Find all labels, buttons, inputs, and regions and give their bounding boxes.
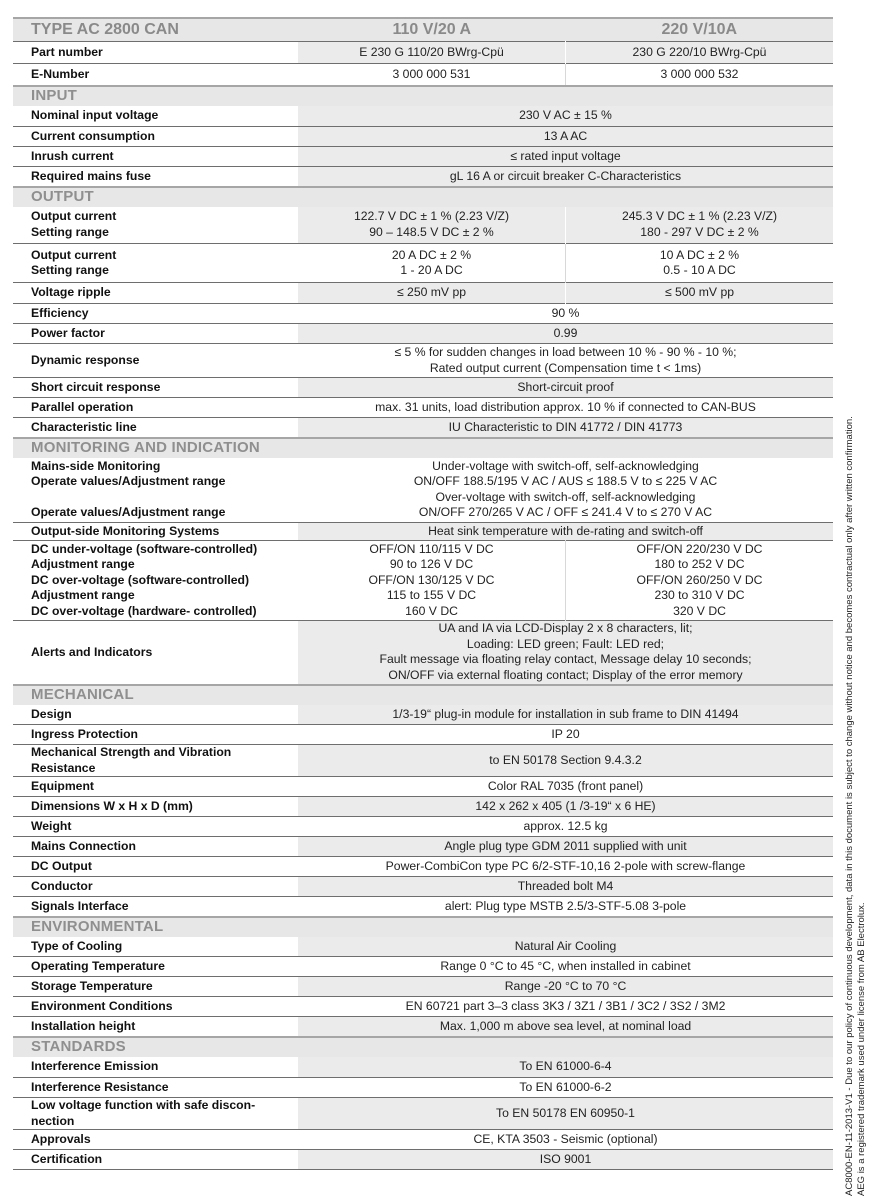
spec-row <box>13 1078 833 1098</box>
spec-row <box>13 244 833 283</box>
spec-value <box>298 877 833 897</box>
spec-value <box>298 897 833 917</box>
spec-value-line: gL 16 A or circuit breaker C-Characteristics <box>449 168 682 183</box>
spec-value <box>298 304 833 324</box>
spec-label <box>13 777 298 797</box>
spec-label-line: Mechanical Strength and Vibration <box>31 745 232 759</box>
spec-label-line: Characteristic line <box>31 419 137 434</box>
spec-value-110v-line: 115 to 155 V DC <box>386 588 477 603</box>
spec-row <box>13 1017 833 1037</box>
spec-label <box>13 877 298 897</box>
spec-label <box>13 304 298 324</box>
spec-row <box>13 877 833 897</box>
spec-row <box>13 777 833 797</box>
spec-value <box>298 106 833 127</box>
spec-value-line: 1/3-19“ plug-in module for installation in sub frame to DIN 41494 <box>392 706 739 721</box>
spec-label <box>13 897 298 917</box>
spec-label-line: Power factor <box>31 325 105 340</box>
spec-label <box>13 324 298 344</box>
spec-value-line: ON/OFF 188.5/195 V AC / AUS ≤ 188.5 V to ≤ 225 V AC <box>413 474 718 489</box>
spec-label-line: Resistance <box>31 760 96 775</box>
spec-row <box>13 937 833 957</box>
spec-value <box>298 1057 833 1078</box>
spec-value-line: Threaded bolt M4 <box>517 878 614 893</box>
spec-value-line: 0.99 <box>553 325 578 340</box>
spec-label <box>13 1098 298 1130</box>
spec-value <box>298 837 833 857</box>
spec-row <box>13 957 833 977</box>
spec-label <box>13 523 298 541</box>
spec-value-220v <box>566 541 834 621</box>
spec-sheet <box>13 17 833 1170</box>
spec-label <box>13 725 298 745</box>
spec-value-220v <box>566 244 834 283</box>
spec-value-line: ON/OFF via external floating contact; Display of the error memory <box>388 667 743 682</box>
spec-value-220v-line: OFF/ON 260/250 V DC <box>636 572 763 587</box>
spec-label <box>13 817 298 837</box>
spec-row <box>13 458 833 523</box>
spec-value <box>298 127 833 147</box>
spec-label <box>13 1017 298 1037</box>
product-type-title: TYPE AC 2800 CAN <box>13 18 298 42</box>
spec-label-line: DC under-voltage (software-controlled) <box>31 541 258 556</box>
spec-value-110v <box>298 283 566 304</box>
spec-label <box>13 1057 298 1078</box>
spec-value-line: alert: Plug type MSTB 2.5/3-STF-5.08 3-pole <box>444 898 687 913</box>
spec-label-line: Interference Resistance <box>31 1079 169 1094</box>
spec-value-line: to EN 50178 Section 9.4.3.2 <box>489 752 642 767</box>
spec-value <box>298 977 833 997</box>
spec-label-line: Low voltage function with safe discon- <box>31 1098 256 1112</box>
spec-row <box>13 324 833 344</box>
spec-value-line: Angle plug type GDM 2011 supplied with unit <box>444 838 687 853</box>
spec-row <box>13 344 833 378</box>
spec-label-line: Output-side Monitoring Systems <box>31 523 220 538</box>
spec-label-line: Dimensions W x H x D (mm) <box>31 798 193 813</box>
spec-value <box>298 777 833 797</box>
spec-label-line: DC over-voltage (software-controlled) <box>31 572 250 587</box>
spec-value-110v-line: 90 to 126 V DC <box>389 557 474 572</box>
spec-value <box>298 725 833 745</box>
spec-row <box>13 897 833 917</box>
spec-label <box>13 997 298 1017</box>
spec-label-line: Operating Temperature <box>31 958 165 973</box>
spec-value-110v-line: 20 A DC ± 2 % <box>391 247 472 262</box>
spec-label-line: Dynamic response <box>31 352 140 367</box>
spec-label-line: Efficiency <box>31 305 89 320</box>
section-title: INPUT <box>13 86 833 106</box>
spec-value-110v-line: 90 – 148.5 V DC ± 2 % <box>369 224 494 239</box>
spec-value-110v-line: OFF/ON 110/115 V DC <box>369 541 494 556</box>
section-title: OUTPUT <box>13 187 833 207</box>
spec-label-line: E-Number <box>31 66 90 81</box>
spec-label <box>13 1078 298 1098</box>
spec-value-line: Color RAL 7035 (front panel) <box>487 778 644 793</box>
spec-value-110v-line: 160 V DC <box>405 603 458 618</box>
spec-label-line <box>31 490 298 506</box>
spec-value <box>298 398 833 418</box>
spec-value-220v-line: 320 V DC <box>673 603 726 618</box>
spec-label-line: nection <box>31 1113 75 1128</box>
spec-label <box>13 857 298 877</box>
spec-value-line: EN 60721 part 3–3 class 3K3 / 3Z1 / 3B1 / 3C2 / 3S2 / 3M2 <box>405 998 726 1013</box>
spec-value <box>298 378 833 398</box>
spec-value-line: Loading: LED green; Fault: LED red; <box>466 636 665 651</box>
spec-label <box>13 977 298 997</box>
spec-label-line: Approvals <box>31 1131 91 1146</box>
spec-row <box>13 745 833 777</box>
spec-value-220v-line: ≤ 500 mV pp <box>664 285 735 300</box>
spec-value-110v <box>298 541 566 621</box>
spec-value-line: max. 31 units, load distribution approx. 10 % if connected to CAN-BUS <box>375 399 756 414</box>
spec-label-line: Conductor <box>31 878 93 893</box>
spec-value-line: 13 A AC <box>543 128 588 143</box>
spec-row <box>13 42 833 64</box>
spec-value <box>298 857 833 877</box>
section-header-row <box>13 685 833 705</box>
spec-value <box>298 817 833 837</box>
spec-label-line: Required mains fuse <box>31 168 151 183</box>
spec-value-line: Under-voltage with switch-off, self-acknowledging <box>432 458 699 473</box>
spec-value-220v-line: 180 - 297 V DC ± 2 % <box>640 224 759 239</box>
spec-label-line: Adjustment range <box>31 557 135 572</box>
spec-row <box>13 541 833 621</box>
spec-label-line: Installation height <box>31 1018 136 1033</box>
spec-value-line: Natural Air Cooling <box>514 938 617 953</box>
spec-label-line: Operate values/Adjustment range <box>31 505 226 520</box>
spec-value <box>298 167 833 187</box>
spec-row <box>13 398 833 418</box>
spec-label <box>13 344 298 378</box>
spec-label <box>13 42 298 64</box>
spec-value <box>298 957 833 977</box>
spec-row <box>13 621 833 685</box>
spec-row <box>13 705 833 725</box>
spec-value <box>298 705 833 725</box>
spec-value-110v-line: 1 - 20 A DC <box>400 263 463 277</box>
spec-row <box>13 817 833 837</box>
legal-footnote <box>844 356 868 1196</box>
spec-row <box>13 977 833 997</box>
spec-value <box>298 147 833 167</box>
spec-label-line: Equipment <box>31 778 94 793</box>
spec-value-220v-line: 10 A DC ± 2 % <box>659 247 740 262</box>
spec-label-line: Adjustment range <box>31 588 135 603</box>
spec-value-line: Over-voltage with switch-off, self-acknowledging <box>435 489 696 504</box>
spec-row <box>13 797 833 817</box>
spec-row <box>13 207 833 244</box>
section-header-row <box>13 438 833 458</box>
spec-value-220v-line: 230 G 220/10 BWrg-Cpü <box>632 44 767 59</box>
spec-value-line: Power-CombiCon type PC 6/2-STF-10,16 2-pole with screw-flange <box>385 858 746 873</box>
spec-value <box>298 797 833 817</box>
spec-label <box>13 937 298 957</box>
spec-label <box>13 541 298 621</box>
table-header-row <box>13 18 833 42</box>
spec-label <box>13 106 298 127</box>
spec-value-line: 230 V AC ± 15 % <box>519 108 612 122</box>
spec-value-220v-line: 3 000 000 532 <box>660 66 739 81</box>
spec-label-line: Nominal input voltage <box>31 108 159 122</box>
spec-value-line: To EN 61000-6-2 <box>519 1079 612 1094</box>
spec-value <box>298 745 833 777</box>
section-title: MECHANICAL <box>13 685 833 705</box>
spec-value-110v-line: OFF/ON 130/125 V DC <box>368 572 495 587</box>
spec-label-line: Environment Conditions <box>31 998 173 1013</box>
spec-label-line: Certification <box>31 1151 103 1166</box>
spec-row <box>13 418 833 438</box>
spec-value-line: Heat sink temperature with de-rating and switch-off <box>428 523 703 538</box>
spec-label <box>13 957 298 977</box>
spec-label <box>13 244 298 283</box>
spec-value-line: Range -20 °C to 70 °C <box>504 978 627 993</box>
spec-label-line: Ingress Protection <box>31 726 139 741</box>
spec-label <box>13 621 298 685</box>
spec-value-220v-line: OFF/ON 220/230 V DC <box>636 541 763 556</box>
spec-row <box>13 997 833 1017</box>
spec-value-110v <box>298 207 566 244</box>
spec-label <box>13 1130 298 1150</box>
spec-value-line: Rated output current (Compensation time t < 1ms) <box>429 360 702 375</box>
trademark-note-line: AEG is a registered trademark used under license from AB Electrolux. <box>856 902 867 1196</box>
spec-label-line: DC over-voltage (hardware- controlled) <box>31 603 257 618</box>
spec-label-line: Setting range <box>31 224 109 239</box>
spec-value <box>298 1130 833 1150</box>
spec-row <box>13 378 833 398</box>
spec-label-line: Part number <box>31 44 103 59</box>
spec-value-line: ON/OFF 270/265 V AC / OFF ≤ 241.4 V to ≤ 270 V AC <box>418 505 713 520</box>
spec-value <box>298 418 833 438</box>
spec-label-line: Parallel operation <box>31 399 134 414</box>
spec-value-line: ISO 9001 <box>539 1151 592 1166</box>
spec-row <box>13 837 833 857</box>
section-header-row <box>13 917 833 937</box>
spec-value-line: 90 % <box>551 305 580 320</box>
variant-110v-header: 110 V/20 A <box>298 18 566 42</box>
section-title: MONITORING AND INDICATION <box>13 438 833 458</box>
spec-label <box>13 797 298 817</box>
spec-label <box>13 147 298 167</box>
spec-label-line: Mains-side Monitoring <box>31 458 161 473</box>
spec-label-line: Operate values/Adjustment range <box>31 474 226 489</box>
spec-label-line: Short circuit response <box>31 379 161 394</box>
spec-label <box>13 167 298 187</box>
spec-value-line: ≤ rated input voltage <box>510 148 621 163</box>
spec-value-line: Range 0 °C to 45 °C, when installed in cabinet <box>440 958 691 973</box>
spec-label-line: Output current <box>31 209 117 224</box>
spec-label-line: Signals Interface <box>31 898 129 913</box>
spec-value-line: IP 20 <box>551 726 580 741</box>
spec-row <box>13 1150 833 1170</box>
spec-value-110v-line: 3 000 000 531 <box>392 66 471 81</box>
spec-value-220v <box>566 42 834 64</box>
spec-value-220v-line: 245.3 V DC ± 1 % (2.23 V/Z) <box>621 209 778 224</box>
spec-value <box>298 1150 833 1170</box>
spec-value-line: CE, KTA 3503 - Seismic (optional) <box>473 1131 658 1146</box>
spec-label-line: Design <box>31 706 72 721</box>
spec-row <box>13 147 833 167</box>
section-header-row <box>13 86 833 106</box>
spec-value <box>298 1017 833 1037</box>
spec-value-line: IU Characteristic to DIN 41772 / DIN 41773 <box>448 419 683 434</box>
section-title: ENVIRONMENTAL <box>13 917 833 937</box>
spec-label-line: Output current <box>31 247 117 262</box>
spec-value-110v-line: ≤ 250 mV pp <box>396 285 467 300</box>
spec-value <box>298 324 833 344</box>
spec-value-line: Max. 1,000 m above sea level, at nominal load <box>439 1018 692 1033</box>
spec-label <box>13 705 298 725</box>
spec-value <box>298 458 833 523</box>
spec-row <box>13 1130 833 1150</box>
spec-row <box>13 283 833 304</box>
spec-label-line: Current consumption <box>31 128 155 143</box>
spec-label-line: Alerts and Indicators <box>31 644 153 659</box>
spec-label-line: Inrush current <box>31 148 114 163</box>
spec-label-line: Storage Temperature <box>31 978 153 993</box>
spec-row <box>13 304 833 324</box>
spec-label-line: DC Output <box>31 858 92 873</box>
spec-value-line: To EN 61000-6-4 <box>519 1059 612 1073</box>
spec-label <box>13 398 298 418</box>
spec-label <box>13 418 298 438</box>
variant-220v-header: 220 V/10A <box>566 18 834 42</box>
spec-value-220v-line: 230 to 310 V DC <box>654 588 745 603</box>
section-header-row <box>13 187 833 207</box>
spec-value-220v-line: 0.5 - 10 A DC <box>663 263 736 277</box>
spec-value-110v-line: E 230 G 110/20 BWrg-Cpü <box>359 44 504 59</box>
spec-label <box>13 837 298 857</box>
spec-row <box>13 64 833 86</box>
spec-value-line: To EN 50178 EN 60950-1 <box>496 1105 635 1120</box>
spec-value-110v <box>298 64 566 86</box>
spec-value-220v-line: 180 to 252 V DC <box>654 557 745 572</box>
spec-value <box>298 997 833 1017</box>
spec-label <box>13 64 298 86</box>
spec-label <box>13 745 298 777</box>
spec-value <box>298 621 833 685</box>
spec-label-line: Type of Cooling <box>31 938 123 953</box>
spec-value-220v <box>566 64 834 86</box>
spec-label-line: Mains Connection <box>31 838 136 853</box>
spec-value-110v <box>298 244 566 283</box>
spec-label-line: Voltage ripple <box>31 285 111 300</box>
section-title: STANDARDS <box>13 1037 833 1057</box>
spec-row <box>13 1098 833 1130</box>
spec-row <box>13 1057 833 1078</box>
spec-label-line: Weight <box>31 818 72 833</box>
spec-label <box>13 127 298 147</box>
spec-row <box>13 127 833 147</box>
specification-table <box>13 17 833 1170</box>
spec-value-line: Fault message via floating relay contact, Message delay 10 seconds; <box>379 652 752 667</box>
spec-label-line: Setting range <box>31 263 109 277</box>
spec-value-220v <box>566 283 834 304</box>
spec-value <box>298 1098 833 1130</box>
spec-row <box>13 725 833 745</box>
spec-value-220v <box>566 207 834 244</box>
spec-label-line: Interference Emission <box>31 1059 159 1073</box>
spec-value-line: Short-circuit proof <box>517 379 614 394</box>
spec-row <box>13 106 833 127</box>
spec-label <box>13 378 298 398</box>
spec-value-110v <box>298 42 566 64</box>
spec-value-110v-line: 122.7 V DC ± 1 % (2.23 V/Z) <box>353 209 510 224</box>
spec-value <box>298 1078 833 1098</box>
spec-value-line: 142 x 262 x 405 (1 /3-19“ x 6 HE) <box>475 798 656 813</box>
spec-label <box>13 1150 298 1170</box>
spec-row <box>13 857 833 877</box>
spec-value-line: UA and IA via LCD-Display 2 x 8 characters, lit; <box>438 621 693 636</box>
spec-row <box>13 167 833 187</box>
spec-value <box>298 523 833 541</box>
spec-value-line: ≤ 5 % for sudden changes in load between 10 % - 90 % - 10 %; <box>394 345 737 359</box>
spec-value <box>298 937 833 957</box>
spec-value <box>298 344 833 378</box>
spec-label <box>13 283 298 304</box>
section-header-row <box>13 1037 833 1057</box>
spec-label <box>13 458 298 523</box>
legal-note-line: AC8000-EN-11-2013-V1 - Due to our policy of continuous development, data in this document is subject to change without notice and becomes contractual only after written confirmation. <box>844 416 855 1196</box>
spec-value-line: approx. 12.5 kg <box>523 818 608 833</box>
spec-row <box>13 523 833 541</box>
spec-label <box>13 207 298 244</box>
